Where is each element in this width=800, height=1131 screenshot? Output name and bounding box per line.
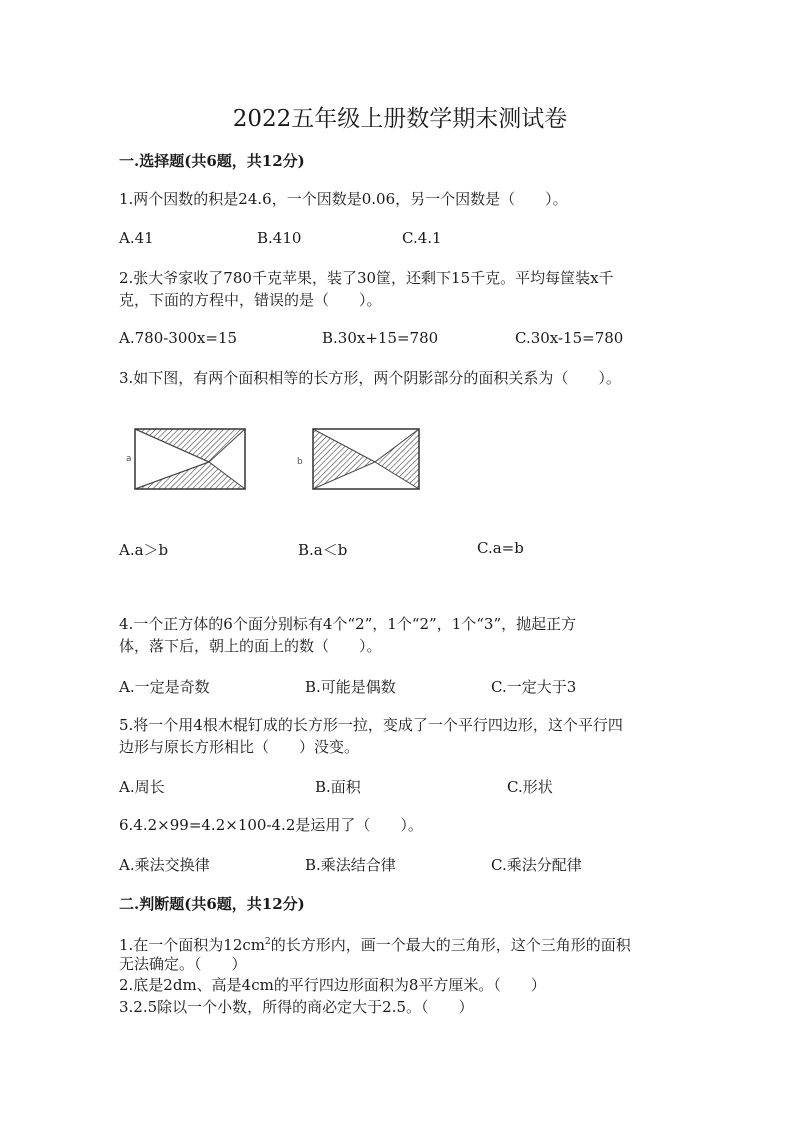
- figure-a-rectangle: [134, 428, 246, 490]
- question-2-option-b[interactable]: B.30x+15=780: [322, 329, 439, 347]
- question-1-option-c[interactable]: C.4.1: [402, 229, 442, 247]
- question-5-stem-line-1: 5.将一个用4根木棍钉成的长方形一拉，变成了一个平行四边形，这个平行四: [119, 716, 623, 734]
- question-5-option-c[interactable]: C.形状: [507, 778, 553, 796]
- question-5-option-a[interactable]: A.周长: [119, 778, 165, 796]
- page-title: 2022五年级上册数学期末测试卷: [232, 106, 568, 132]
- judgment-1-line-2: 无法确定。（ ）: [119, 955, 247, 973]
- question-3-option-b[interactable]: B.a＜b: [298, 541, 348, 559]
- question-4-stem-line-2: 体，落下后，朝上的面上的数（ ）。: [119, 637, 382, 655]
- judgment-1-post: 的长方形内，画一个最大的三角形，这个三角形的面积: [270, 936, 631, 954]
- question-4-option-a[interactable]: A.一定是奇数: [119, 678, 210, 696]
- question-4-stem-line-1: 4.一个正方体的6个面分别标有4个“2”，1个“2”，1个“3”，抛起正方: [119, 615, 577, 633]
- question-2-stem-line-2: 克，下面的方程中，错误的是（ ）。: [119, 291, 382, 309]
- question-3-stem: 3.如下图，有两个面积相等的长方形，两个阴影部分的面积关系为（ ）。: [119, 369, 621, 387]
- figure-b-rectangle: [312, 428, 420, 490]
- question-2-option-a[interactable]: A.780-300x=15: [119, 329, 238, 347]
- figure-a-label: a: [126, 454, 132, 464]
- judgment-2: 2.底是2dm、高是4cm的平行四边形面积为8平方厘米。（ ）: [119, 976, 546, 994]
- figure-b-label: b: [297, 457, 303, 467]
- section-heading-choice: 一.选择题(共6题，共12分): [119, 152, 305, 170]
- judgment-1-pre: 1.在一个面积为12cm: [119, 936, 266, 954]
- question-1-stem: 1.两个因数的积是24.6，一个因数是0.06，另一个因数是（ ）。: [119, 190, 568, 208]
- section-heading-judgment: 二.判断题(共6题，共12分): [119, 895, 305, 913]
- question-2-stem-line-1: 2.张大爷家收了780千克苹果，装了30筐，还剩下15千克。平均每筐装x千: [119, 269, 614, 287]
- question-5-option-b[interactable]: B.面积: [315, 778, 361, 796]
- question-1-option-b[interactable]: B.410: [257, 229, 302, 247]
- question-6-option-c[interactable]: C.乘法分配律: [491, 856, 582, 874]
- question-6-option-b[interactable]: B.乘法结合律: [305, 856, 396, 874]
- judgment-3: 3.2.5除以一个小数，所得的商必定大于2.5。（ ）: [119, 998, 474, 1016]
- question-4-option-c[interactable]: C.一定大于3: [491, 678, 577, 696]
- question-1-option-a[interactable]: A.41: [119, 229, 154, 247]
- question-2-option-c[interactable]: C.30x-15=780: [515, 329, 624, 347]
- question-6-stem: 6.4.2×99=4.2×100-4.2是运用了（ ）。: [119, 816, 423, 834]
- question-6-option-a[interactable]: A.乘法交换律: [119, 856, 210, 874]
- question-5-stem-line-2: 边形与原长方形相比（ ）没变。: [119, 738, 360, 756]
- question-3-option-c[interactable]: C.a=b: [477, 539, 524, 557]
- question-4-option-b[interactable]: B.可能是偶数: [305, 678, 396, 696]
- question-3-option-a[interactable]: A.a＞b: [119, 541, 169, 559]
- judgment-1-superscript: 2: [265, 937, 271, 947]
